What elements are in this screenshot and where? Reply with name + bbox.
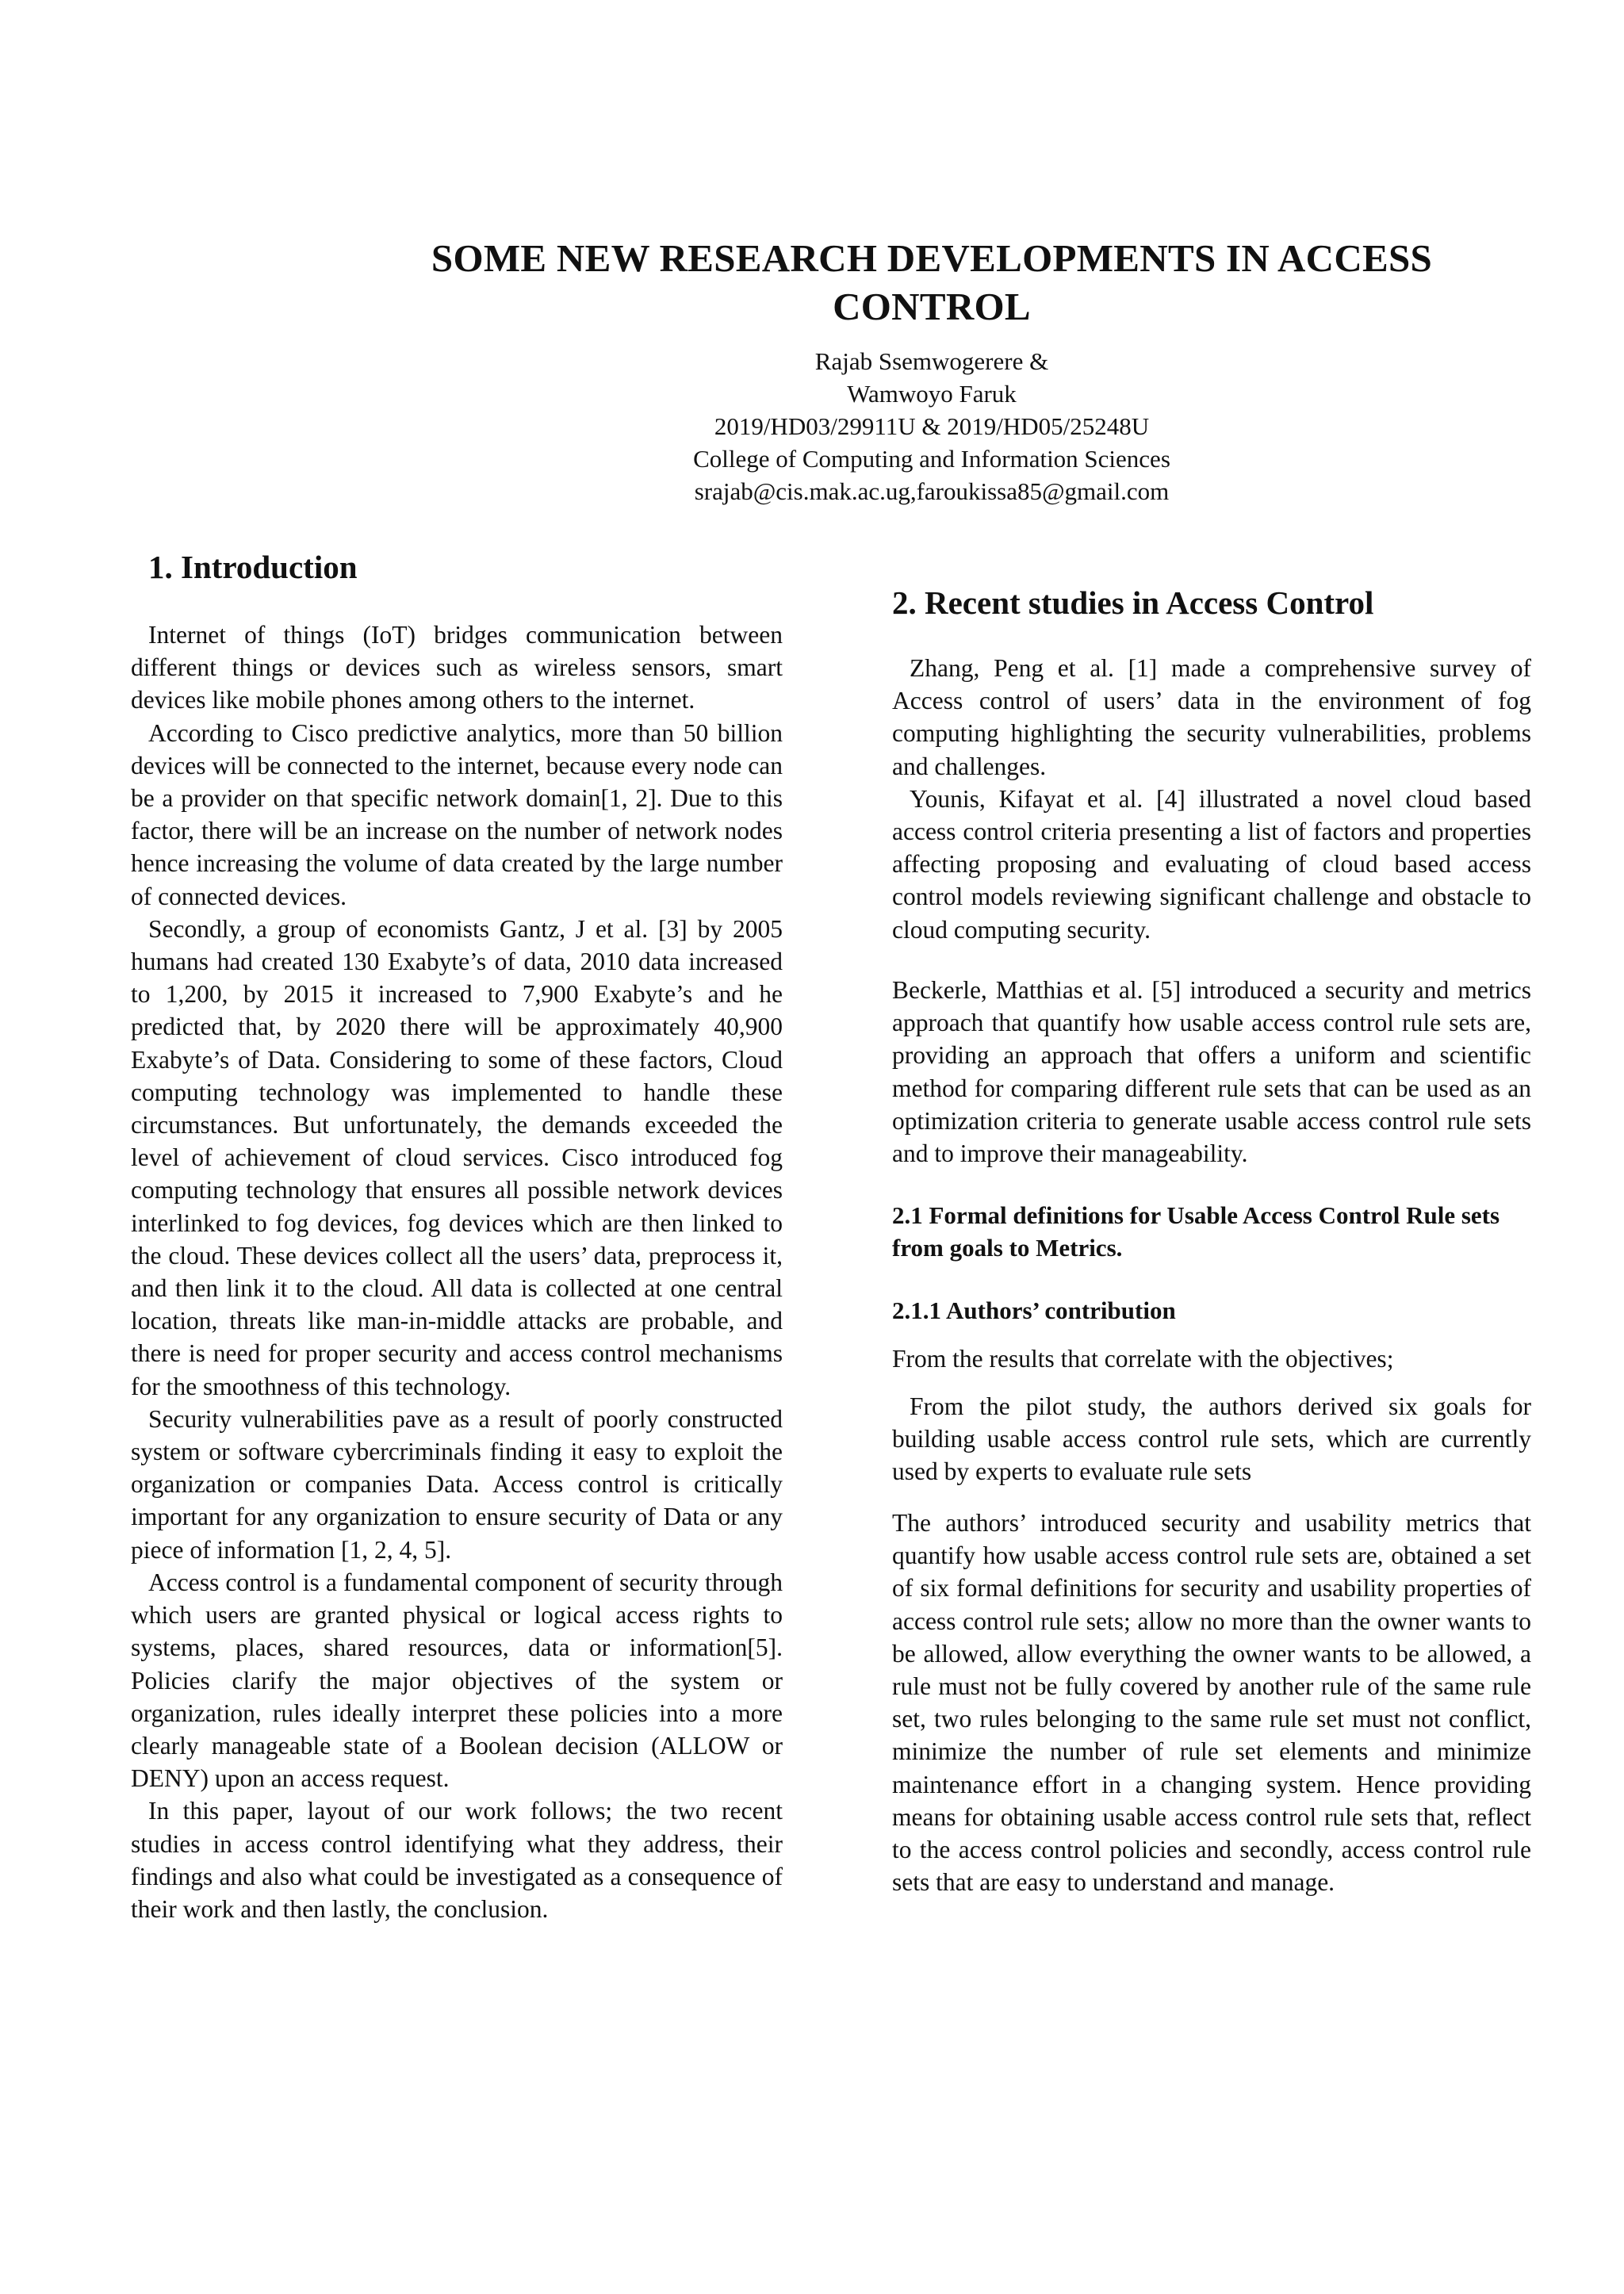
introduction-body (131, 618, 783, 1925)
intro-paragraph-3: Secondly, a group of economists Gantz, J et al. [3] by 2005 humans had created 130 Exabyte’s of data, 2010 data increased to 1,200, by 2015 it increased to 7,900 Exabyte’s and he predicted that, by 2020 there will be approximately 40,900 Exabyte’s of Data. Considering to some of these factors, Cloud computing technology was implemented to handle these circumstances. But unfortunately, the demands exceeded the level of achievement of cloud services. Cisco introduced fog computing technology that ensures all possible network devices interlinked to fog devices, fog devices which are then linked to the cloud. These devices collect all the users’ data, preprocess it, and then link it to the cloud. All data is collected at one central location, threats like man-in-middle attacks are probable, and there is need for proper security and access control mechanisms for the smoothness of this technology. (131, 914, 783, 1400)
intro-paragraph-1: Internet of things (IoT) bridges communication between different things or devices such as wireless sensors, smart devices like mobile phones among others to the internet. (131, 621, 783, 714)
author-affiliation: College of Computing and Information Sciences (693, 445, 1170, 473)
recent-studies-body-b (892, 974, 1531, 1170)
contribution-lead (892, 1342, 1531, 1375)
intro-paragraph-6: In this paper, layout of our work follows; the two recent studies in access control identifying what they address, their findings and also what could be investigated as a consequence of their work and then lastly, the conclusion. (131, 1797, 783, 1923)
recent-paragraph-2: Younis, Kifayat et al. [4] illustrated a novel cloud based access control criteria presenting a list of factors and properties affecting proposing and evaluating of cloud based access control models reviewing significant challenge and obstacle to cloud computing security. (892, 784, 1531, 944)
author-emails: srajab@cis.mak.ac.ug,faroukissa85@gmail.com (694, 477, 1170, 505)
section-heading-recent-studies: 2. Recent studies in Access Control (892, 584, 1374, 621)
recent-studies-body-a (892, 652, 1531, 946)
recent-paragraph-1: Zhang, Peng et al. [1] made a comprehensive survey of Access control of users’ data in the environment of fog computing highlighting the security vulnerabilities, problems and challenges. (892, 654, 1531, 780)
contribution-paragraph-1: From the results that correlate with the objectives; (892, 1345, 1394, 1373)
intro-paragraph-5: Access control is a fundamental component of security through which users are granted physical or logical access rights to systems, places, shared resources, data or information[5]. Policies clarify the major objectives of the system or organization, rules ideally interpret these policies into a more clearly manageable state of a Boolean decision (ALLOW or DENY) upon an access request. (131, 1568, 783, 1793)
title-line-2: CONTROL (833, 285, 1031, 328)
recent-paragraph-3: Beckerle, Matthias et al. [5] introduced a security and metrics approach that quantify how usable access control rule sets are, providing an approach that offers a uniform and scientific method for comparing different rule sets that can be used as an optimization criteria to generate usable access control rule sets and to improve their manageability. (892, 976, 1531, 1168)
contribution-body-2 (892, 1507, 1531, 1898)
author-line-2: Wamwoyo Faruk (847, 380, 1017, 408)
contribution-paragraph-3: The authors’ introduced security and usability metrics that quantify how usable access control rule sets are, obtained a set of six formal definitions for security and usability properties of access control rule sets; allow no more than the owner wants to be allowed, allow everything the owner wants to be allowed, a rule must not be fully covered by another rule of the same rule set, two rules belonging to the same rule set must not conflict, minimize the number of rule set elements and minimize maintenance effort in a changing system. Hence providing means for obtaining usable access control rule sets that, reflect to the access control policies and secondly, access control rule sets that are easy to understand and manage. (892, 1509, 1531, 1897)
contribution-body (892, 1390, 1531, 1488)
author-block (412, 345, 1451, 507)
title-line-1: SOME NEW RESEARCH DEVELOPMENTS IN ACCESS (431, 236, 1433, 280)
author-line-1: Rajab Ssemwogerere & (814, 347, 1049, 375)
paper-title (262, 234, 1602, 331)
section-heading-introduction: 1. Introduction (148, 549, 358, 585)
intro-paragraph-4: Security vulnerabilities pave as a result of poorly constructed system or software cybercriminals finding it easy to exploit the organization or companies Data. Access control is critically important for any organization to ensure security of Data or any piece of information [1, 2, 4, 5]. (131, 1404, 783, 1564)
subsection-heading-2-1-1: 2.1.1 Authors’ contribution (892, 1296, 1176, 1324)
subsection-heading-2-1: 2.1 Formal definitions for Usable Access Control Rule sets from goals to Metrics. (892, 1201, 1500, 1262)
author-ids: 2019/HD03/29911U & 2019/HD05/25248U (714, 412, 1150, 440)
contribution-paragraph-2: From the pilot study, the authors derived six goals for building usable access control rule sets, which are currently used by experts to evaluate rule sets (892, 1392, 1531, 1486)
intro-paragraph-2: According to Cisco predictive analytics, more than 50 billion devices will be connected to the internet, because every node can be a provider on that specific network domain[1, 2]. Due to this factor, there will be an increase on the number of network nodes hence increasing the volume of data created by the large number of connected devices. (131, 718, 783, 910)
